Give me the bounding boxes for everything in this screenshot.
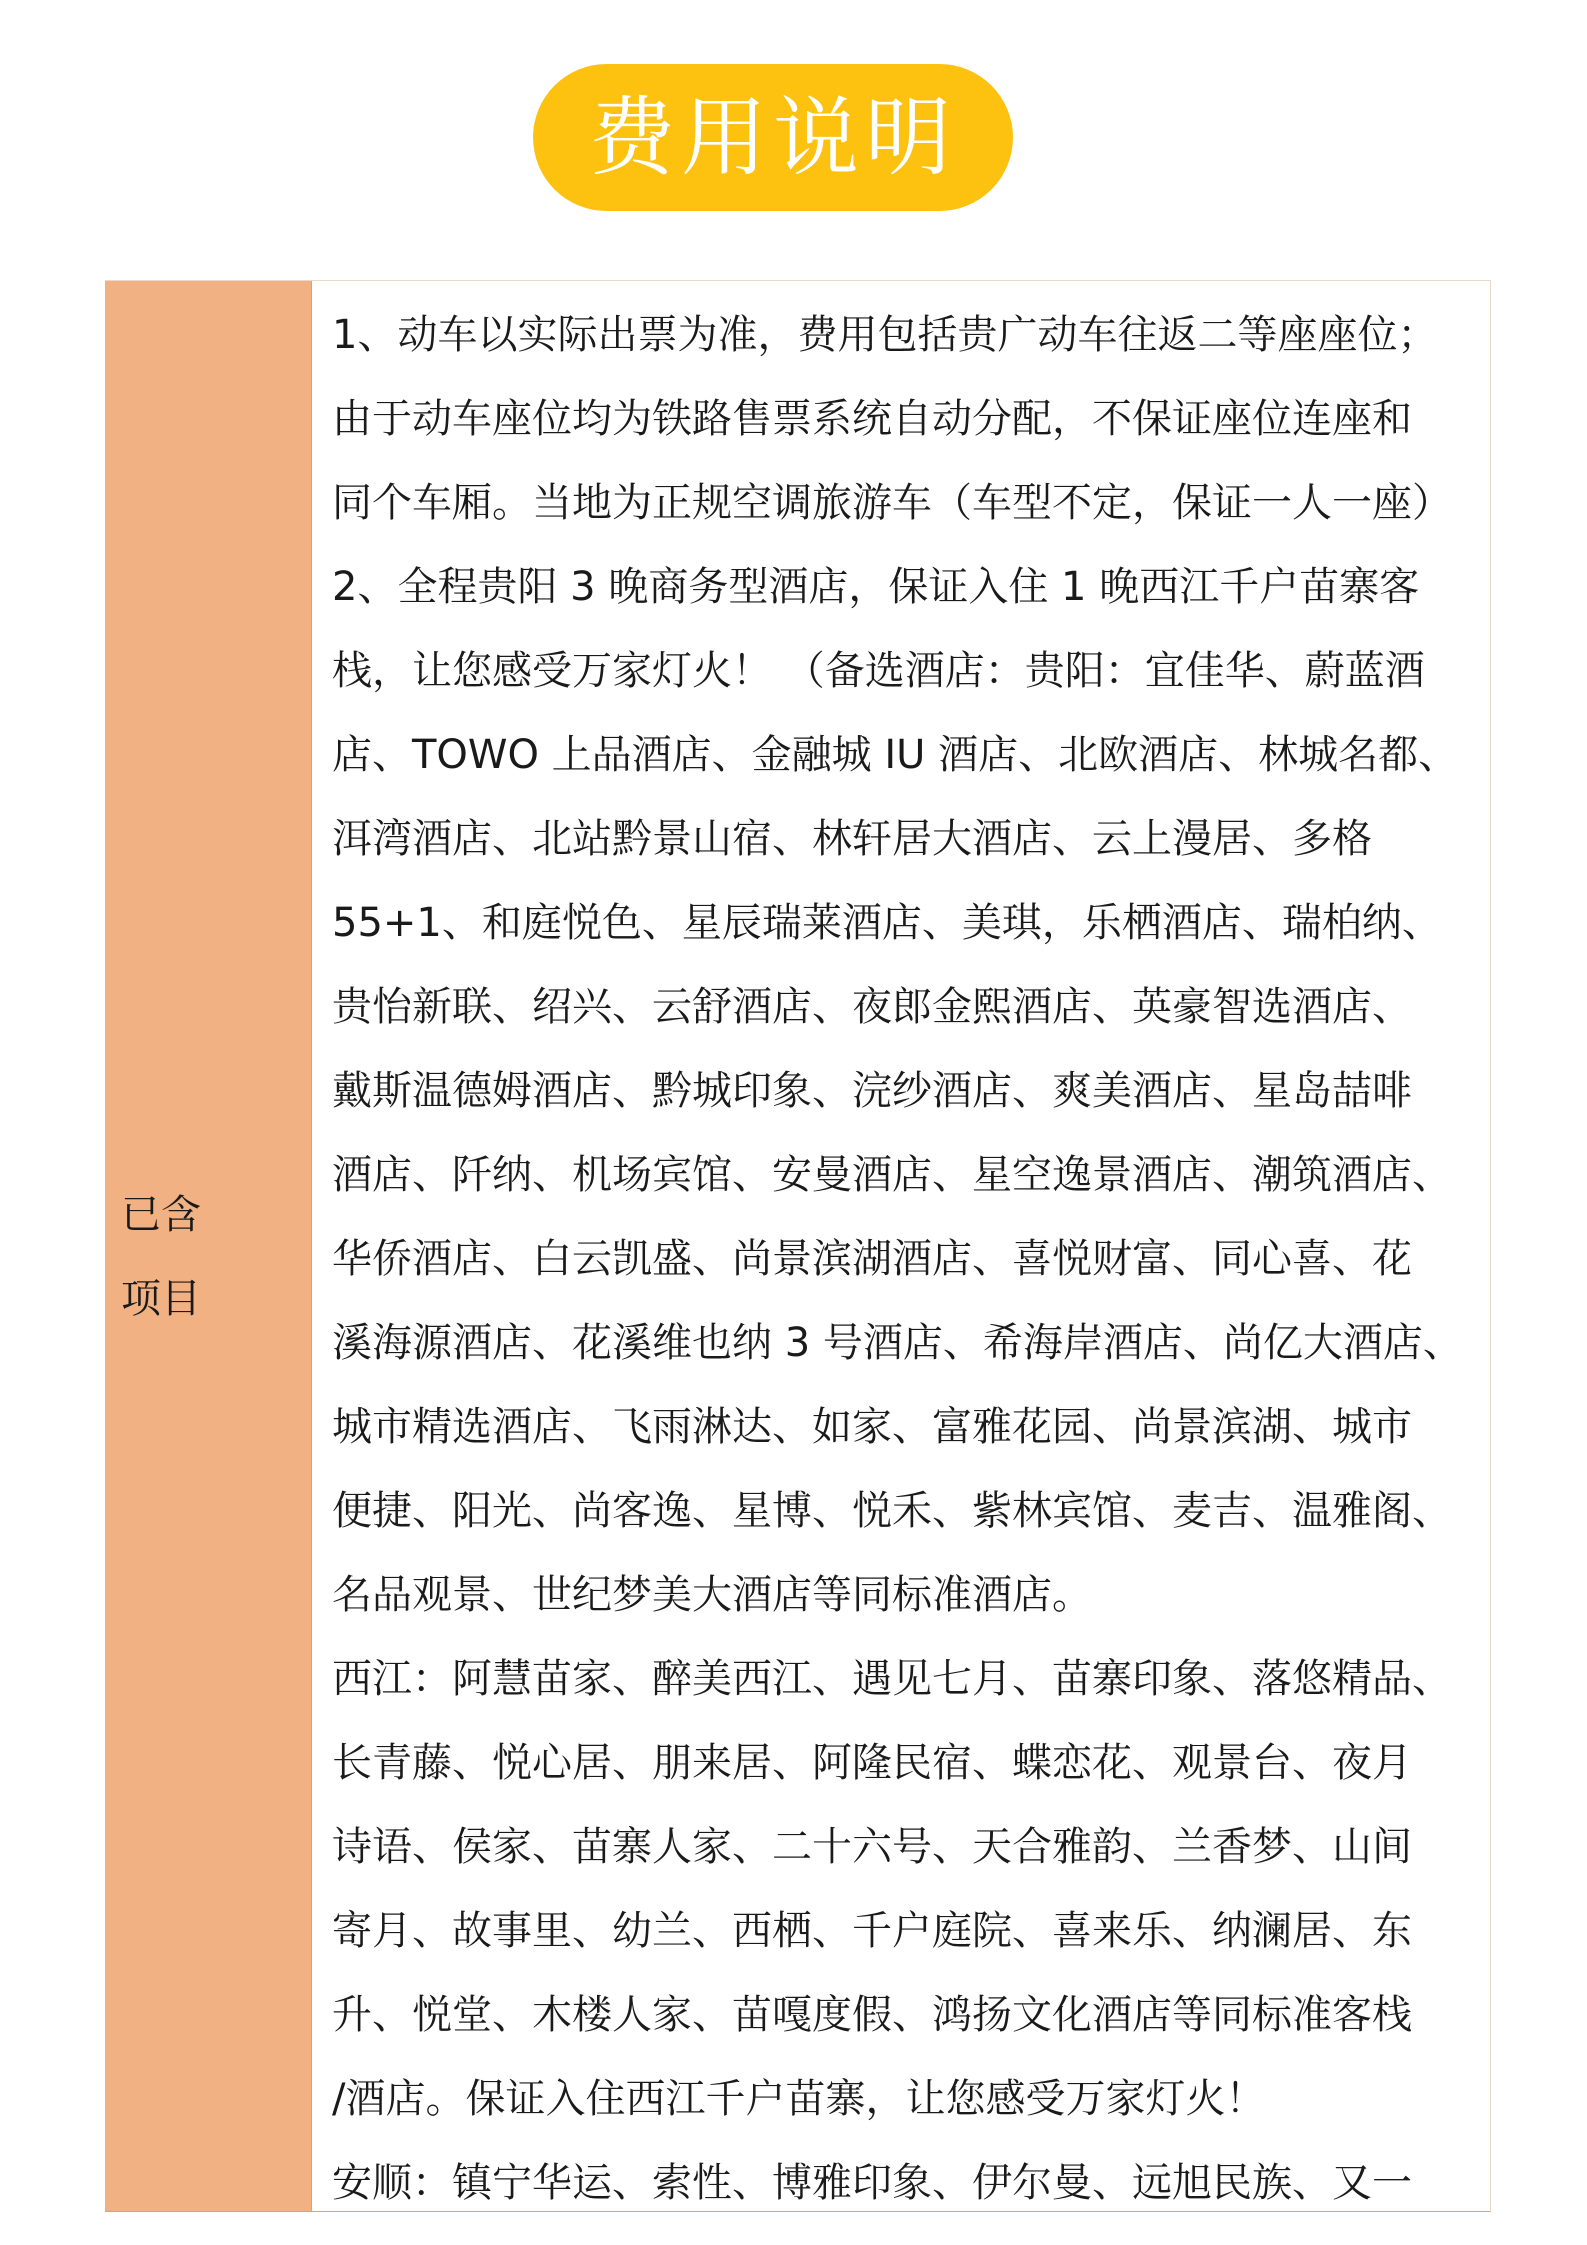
- content-line: 名品观景、世纪梦美大酒店等同标准酒店。: [332, 1572, 1092, 1618]
- content-line: /酒店。保证入住西江千户苗寨，让您感受万家灯火！: [332, 2076, 1266, 2122]
- content-line: 店、TOWO 上品酒店、金融城 IU 酒店、北欧酒店、林城名都、: [332, 732, 1459, 778]
- content-line: 寄月、故事里、幼兰、西栖、千户庭院、喜来乐、纳澜居、东: [332, 1908, 1412, 1954]
- label-line: 项目: [121, 1276, 201, 1322]
- content-line: 1、动车以实际出票为准，费用包括贵广动车往返二等座座位；: [332, 312, 1438, 358]
- content-line: 升、悦堂、木楼人家、苗嘎度假、鸿扬文化酒店等同标准客栈: [332, 1992, 1412, 2038]
- fee-table: [105, 280, 1491, 2212]
- content-line: 酒店、阡纳、机场宾馆、安曼酒店、星空逸景酒店、潮筑酒店、: [332, 1152, 1452, 1198]
- label-line: 已含: [121, 1192, 201, 1238]
- content-cell-included-items: [312, 281, 1490, 2211]
- page-title-pill: [533, 64, 1013, 211]
- content-line: 长青藤、悦心居、朋来居、阿隆民宿、蝶恋花、观景台、夜月: [332, 1740, 1412, 1786]
- content-line: 贵怡新联、绍兴、云舒酒店、夜郎金熙酒店、英豪智选酒店、: [332, 984, 1412, 1030]
- label-cell-included-items: [105, 281, 312, 2211]
- content-line: 洱湾酒店、北站黔景山宿、林轩居大酒店、云上漫居、多格: [332, 816, 1372, 862]
- content-line: 2、全程贵阳 3 晚商务型酒店，保证入住 1 晚西江千户苗寨客: [332, 564, 1420, 610]
- content-line: 城市精选酒店、飞雨淋达、如家、富雅花园、尚景滨湖、城市: [332, 1404, 1412, 1450]
- content-line: 诗语、侯家、苗寨人家、二十六号、天合雅韵、兰香梦、山间: [332, 1824, 1412, 1870]
- page-title: 费用说明: [589, 87, 957, 188]
- content-line: 华侨酒店、白云凯盛、尚景滨湖酒店、喜悦财富、同心喜、花: [332, 1236, 1412, 1282]
- content-line: 栈，让您感受万家灯火！ （备选酒店：贵阳：宜佳华、蔚蓝酒: [332, 648, 1425, 694]
- content-line: 同个车厢。当地为正规空调旅游车（车型不定，保证一人一座）: [332, 480, 1452, 526]
- content-line: 55+1、和庭悦色、星辰瑞莱酒店、美琪，乐栖酒店、瑞柏纳、: [332, 900, 1442, 946]
- content-line: 戴斯温德姆酒店、黔城印象、浣纱酒店、爽美酒店、星岛喆啡: [332, 1068, 1412, 1114]
- content-line: 由于动车座位均为铁路售票系统自动分配，不保证座位连座和: [332, 396, 1412, 442]
- content-line: 安顺：镇宁华运、索性、博雅印象、伊尔曼、远旭民族、又一: [332, 2160, 1412, 2206]
- content-line: 便捷、阳光、尚客逸、星博、悦禾、紫林宾馆、麦吉、温雅阁、: [332, 1488, 1452, 1534]
- content-line: 西江：阿慧苗家、醉美西江、遇见七月、苗寨印象、落悠精品、: [332, 1656, 1452, 1702]
- content-line: 溪海源酒店、花溪维也纳 3 号酒店、希海岸酒店、尚亿大酒店、: [332, 1320, 1463, 1366]
